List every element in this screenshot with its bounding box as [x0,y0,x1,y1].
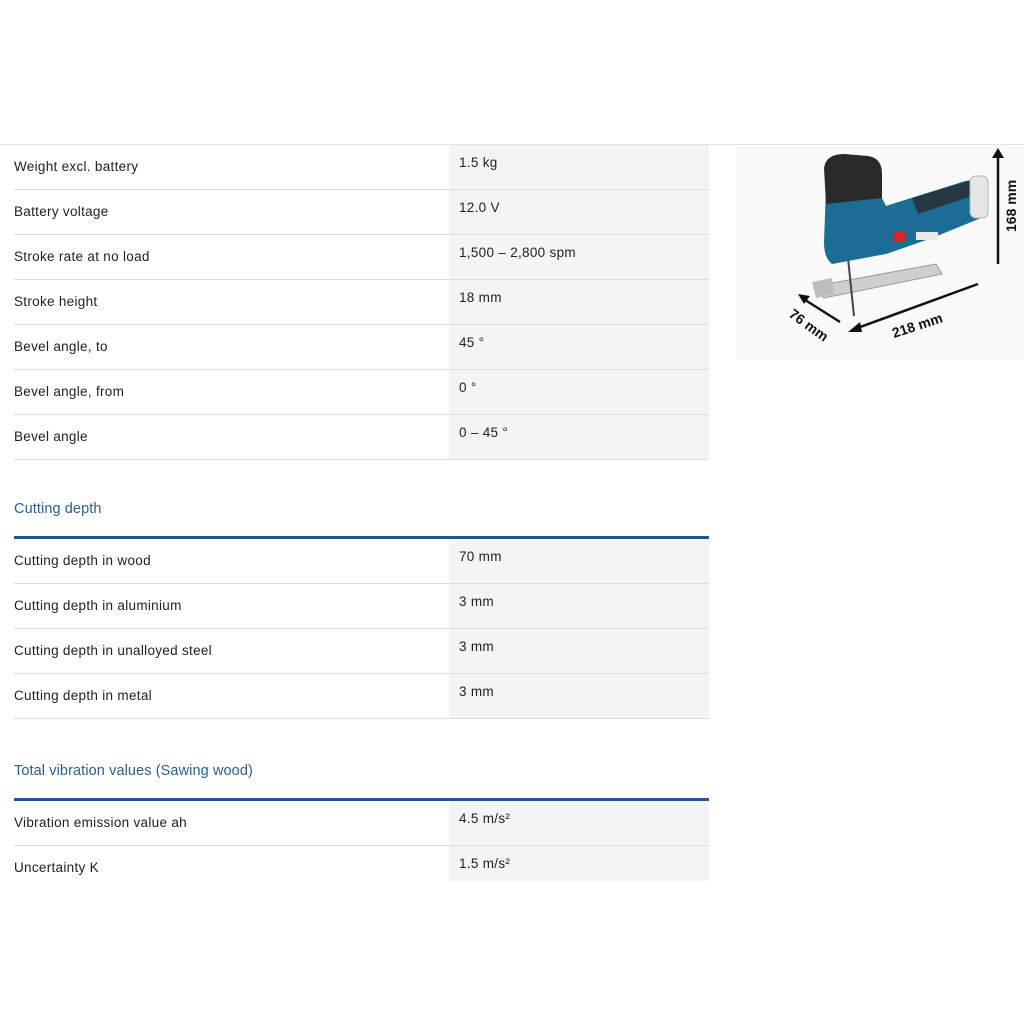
spec-value-cell [449,629,709,673]
spec-value-cell [449,370,709,414]
spec-label: Cutting depth in wood [14,553,151,568]
spec-label: Cutting depth in unalloyed steel [14,643,212,658]
spec-value-cell [449,145,709,189]
vibration-table [14,801,709,881]
spec-label: Stroke rate at no load [14,249,150,264]
spec-value: 4.5 m/s² [459,811,511,826]
spec-value-cell [449,325,709,369]
spec-value-cell [449,801,709,845]
spec-value-cell [449,280,709,324]
section-heading-vibration: Total vibration values (Sawing wood) [14,763,253,779]
spec-row [14,325,709,370]
section-heading-cutting-depth: Cutting depth [14,501,102,517]
spec-label: Bevel angle [14,429,88,444]
height-label: 168 mm [1003,179,1019,232]
spec-row [14,370,709,415]
spec-row [14,145,709,190]
spec-row [14,801,709,846]
length-label: 218 mm [889,309,945,341]
jigsaw-battery-slot [970,176,988,218]
spec-row [14,539,709,584]
spec-value-cell [449,415,709,459]
spec-value: 3 mm [459,594,494,609]
spec-label: Uncertainty K [14,860,99,875]
general-spec-table [14,145,709,460]
spec-value: 0 ° [459,380,477,395]
spec-value: 3 mm [459,639,494,654]
jigsaw-drawing [736,146,1024,360]
spec-row [14,629,709,674]
spec-row [14,190,709,235]
jigsaw-grip [824,154,882,204]
spec-row [14,235,709,280]
length-arrowhead [848,322,862,332]
spec-label: Vibration emission value ah [14,815,187,830]
spec-value-cell [449,674,709,718]
jigsaw-shoe [816,264,942,298]
spec-label: Cutting depth in metal [14,688,152,703]
spec-value: 1.5 m/s² [459,856,511,871]
width-label: 76 mm [786,305,832,345]
jigsaw-label [916,232,938,240]
spec-value: 12.0 V [459,200,500,215]
spec-label: Bevel angle, from [14,384,125,399]
spec-value: 0 – 45 ° [459,425,509,440]
spec-label: Cutting depth in aluminium [14,598,182,613]
spec-row [14,280,709,325]
spec-value: 18 mm [459,290,502,305]
spec-value-cell [449,235,709,279]
spec-label: Stroke height [14,294,98,309]
height-arrowhead [992,148,1004,158]
cutting-depth-table [14,539,709,719]
spec-value: 1,500 – 2,800 spm [459,245,576,260]
spec-row [14,674,709,719]
spec-label: Bevel angle, to [14,339,108,354]
spec-value-cell [449,190,709,234]
spec-row [14,846,709,881]
spec-value-cell [449,539,709,583]
spec-value-cell [449,846,709,881]
spec-value: 45 ° [459,335,485,350]
spec-label: Weight excl. battery [14,159,139,174]
spec-row [14,415,709,460]
spec-value: 70 mm [459,549,502,564]
spec-label: Battery voltage [14,204,109,219]
spec-value: 3 mm [459,684,494,699]
product-image-jigsaw [736,146,1024,360]
spec-row [14,584,709,629]
spec-value-cell [449,584,709,628]
spec-value: 1.5 kg [459,155,498,170]
jigsaw-switch [894,232,906,242]
